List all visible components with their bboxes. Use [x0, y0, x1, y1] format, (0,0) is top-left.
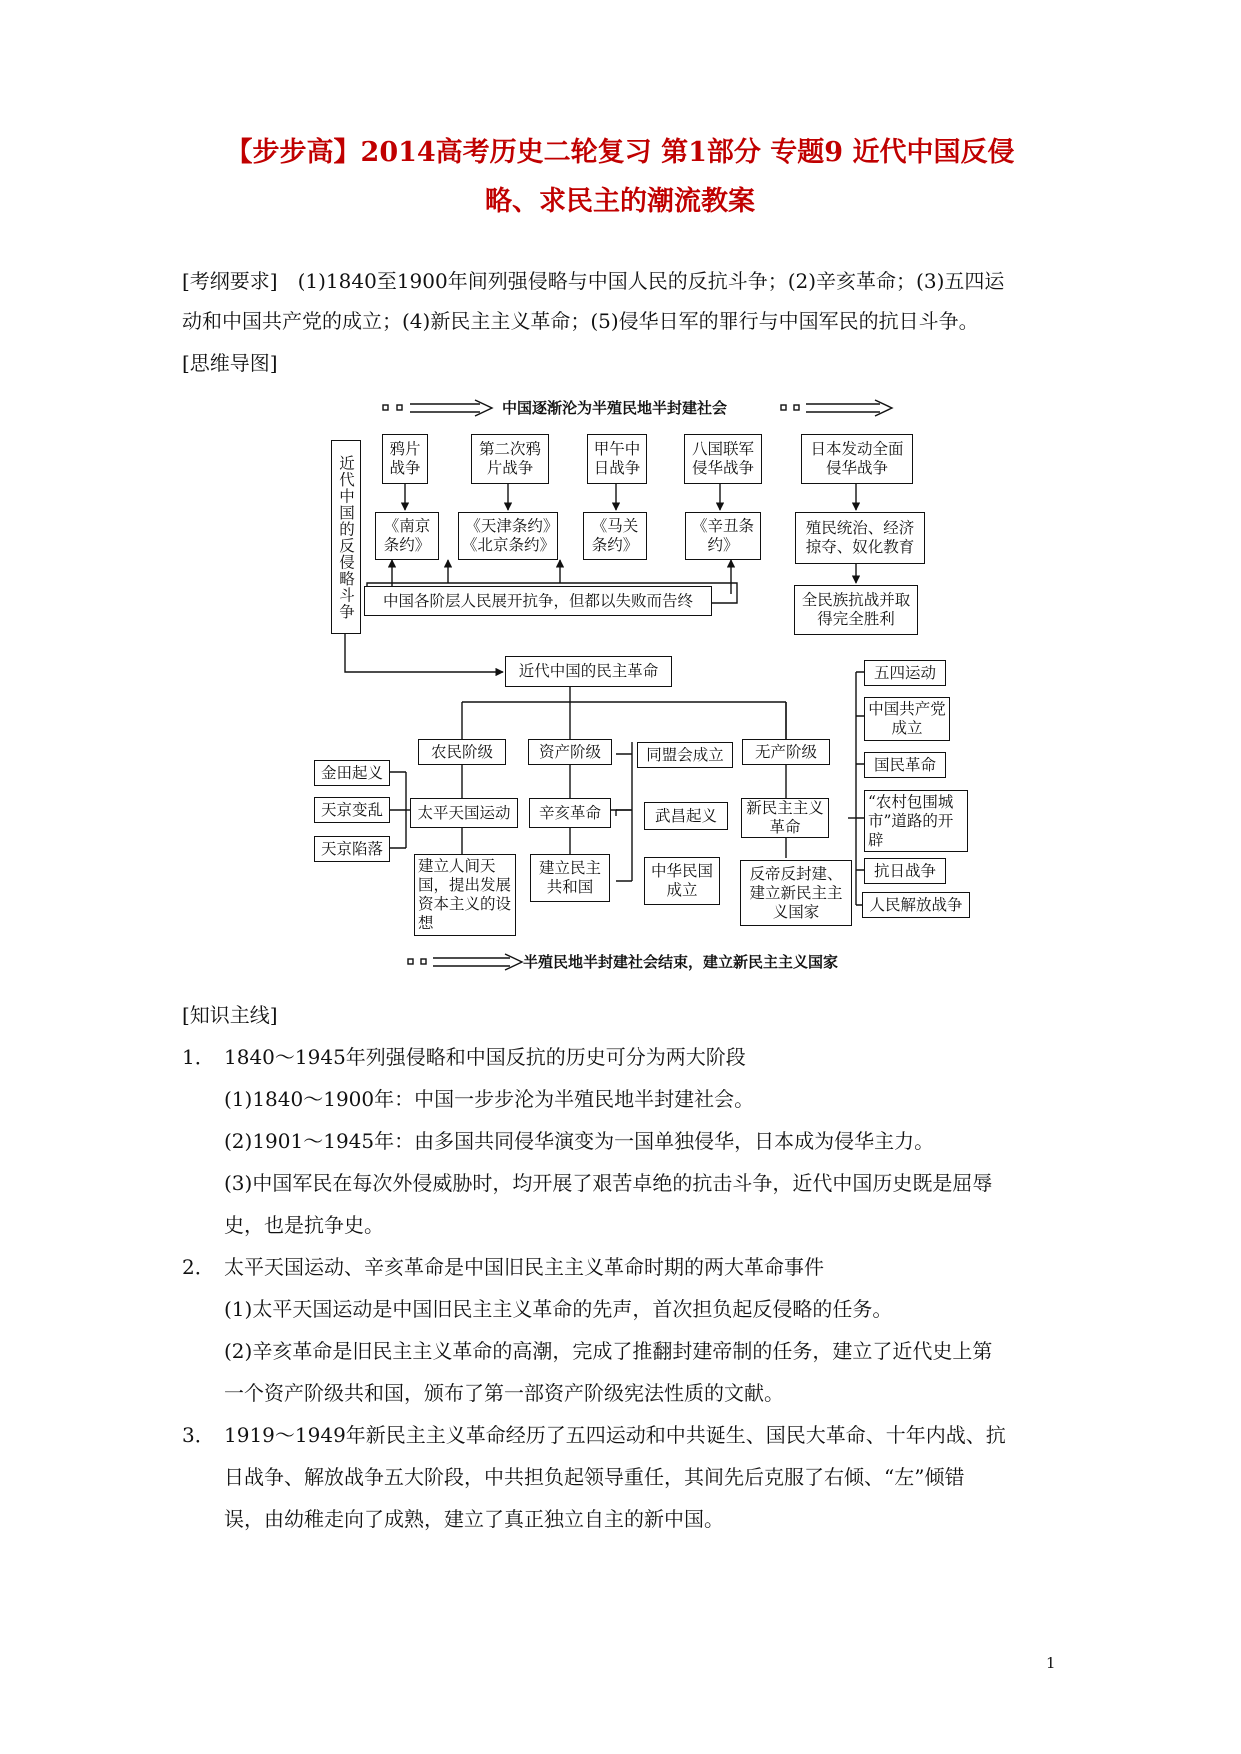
box-establish-republic: 建立民主共和国: [530, 854, 610, 902]
box-second-opium-war: 第二次鸦片战争: [471, 434, 549, 484]
box-liberation-war: 人民解放战争: [862, 892, 970, 918]
item-2-number: 2．: [182, 1255, 215, 1279]
box-japan-invasion: 日本发动全面侵华战争: [801, 434, 913, 484]
item-2-text: 太平天国运动、辛亥革命是中国旧民主主义革命时期的两大革命事件: [224, 1255, 824, 1279]
item-1-sub-3: (3)中国军民在每次外侵威胁时，均开展了艰苦卓绝的抗击斗争，近代中国历史既是屈辱: [224, 1171, 993, 1195]
box-tianjing-fall: 天京陷落: [314, 836, 390, 862]
box-proletariat-class: 无产阶级: [742, 739, 830, 765]
box-opium-war: 鸦片战争: [382, 434, 428, 484]
side-title-anti-aggression: 近代中国的反侵略斗争: [331, 440, 361, 634]
knowledge-label: [知识主线]: [182, 1003, 278, 1027]
box-jintian-uprising: 金田起义: [314, 760, 390, 786]
box-new-democratic-revolution: 新民主主义革命: [741, 798, 829, 838]
banner-bottom: 半殖民地半封建社会结束，建立新民主主义国家: [523, 953, 839, 971]
box-peasant-class: 农民阶级: [418, 739, 506, 765]
item-3-number: 3．: [182, 1423, 215, 1447]
item-2-sub-3: 一个资产阶级共和国，颁布了第一部资产阶级宪法性质的文献。: [224, 1381, 784, 1405]
box-roc-founded: 中华民国成立: [644, 857, 720, 905]
item-1-text: 1840～1945年列强侵略和中国反抗的历史可分为两大阶段: [224, 1045, 746, 1069]
box-tongmenghui: 同盟会成立: [637, 742, 733, 768]
box-sino-japanese-war: 甲午中日战争: [587, 434, 647, 484]
box-rural-strategy: “农村包围城市”道路的开辟: [864, 790, 968, 852]
box-national-revolution: 国民革命: [864, 752, 946, 778]
box-taiping-goal: 建立人间天国，提出发展资本主义的设想: [414, 854, 516, 936]
box-anti-japanese-war: 抗日战争: [864, 858, 946, 884]
syllabus-line-1: [考纲要求] (1)1840至1900年间列强侵略与中国人民的反抗斗争；(2)辛亥革命；(3)五四运: [182, 269, 1005, 293]
item-2-sub-2: (2)辛亥革命是旧民主主义革命的高潮，完成了推翻封建帝制的任务，建立了近代史上第: [224, 1339, 993, 1363]
item-3-sub-2: 误，由幼稚走向了成熟，建立了真正独立自主的新中国。: [224, 1507, 724, 1531]
item-3-text: 1919～1949年新民主主义革命经历了五四运动和中共诞生、国民大革命、十年内战、抗: [224, 1423, 1006, 1447]
box-treaty-nanjing: 《南京条约》: [375, 512, 439, 560]
box-xinhai-revolution: 辛亥革命: [529, 798, 611, 828]
box-treaty-maguan: 《马关条约》: [583, 512, 647, 560]
box-may-fourth: 五四运动: [864, 660, 946, 686]
box-full-victory: 全民族抗战并取得完全胜利: [794, 585, 918, 635]
box-ccp-founded: 中国共产党成立: [864, 697, 950, 741]
box-resistance-failed: 中国各阶层人民展开抗争，但都以失败而告终: [364, 586, 712, 616]
box-taiping-movement: 太平天国运动: [410, 798, 518, 828]
item-1-number: 1．: [182, 1045, 215, 1069]
box-bourgeois-class: 资产阶级: [528, 739, 612, 765]
banner-top: 中国逐渐沦为半殖民地半封建社会: [502, 399, 728, 417]
item-3-sub-1: 日战争、解放战争五大阶段，中共担负起领导重任，其间先后克服了右倾、“左”倾错: [224, 1465, 965, 1489]
page-number: 1: [1046, 1654, 1056, 1672]
box-treaty-xinchou: 《辛丑条约》: [685, 512, 761, 560]
syllabus-line-2: 动和中国共产党的成立；(4)新民主主义革命；(5)侵华日军的罪行与中国军民的抗日斗争。: [182, 309, 979, 333]
box-wuchang-uprising: 武昌起义: [644, 802, 728, 830]
box-tianjing-incident: 天京变乱: [314, 797, 390, 823]
item-1-sub-2: (2)1901～1945年：由多国共同侵华演变为一国单独侵华，日本成为侵华主力。: [224, 1129, 935, 1153]
item-1-sub-1: (1)1840～1900年：中国一步步沦为半殖民地半封建社会。: [224, 1087, 755, 1111]
mindmap-label: [思维导图]: [182, 351, 278, 375]
box-japan-effect: 殖民统治、经济掠夺、奴化教育: [795, 512, 925, 564]
document-title-line-1: 【步步高】2014高考历史二轮复习 第1部分 专题9 近代中国反侵: [225, 137, 1015, 168]
item-2-sub-1: (1)太平天国运动是中国旧民主主义革命的先声，首次担负起反侵略的任务。: [224, 1297, 893, 1321]
document-title-line-2: 略、求民主的潮流教案: [485, 186, 755, 217]
box-treaty-tianjin-beijing: 《天津条约》《北京条约》: [458, 512, 558, 560]
box-democratic-revolution: 近代中国的民主革命: [505, 656, 672, 687]
box-new-democratic-goal: 反帝反封建、建立新民主主义国家: [740, 860, 852, 926]
box-eight-nation-war: 八国联军侵华战争: [684, 434, 762, 484]
item-1-sub-4: 史，也是抗争史。: [224, 1213, 384, 1237]
